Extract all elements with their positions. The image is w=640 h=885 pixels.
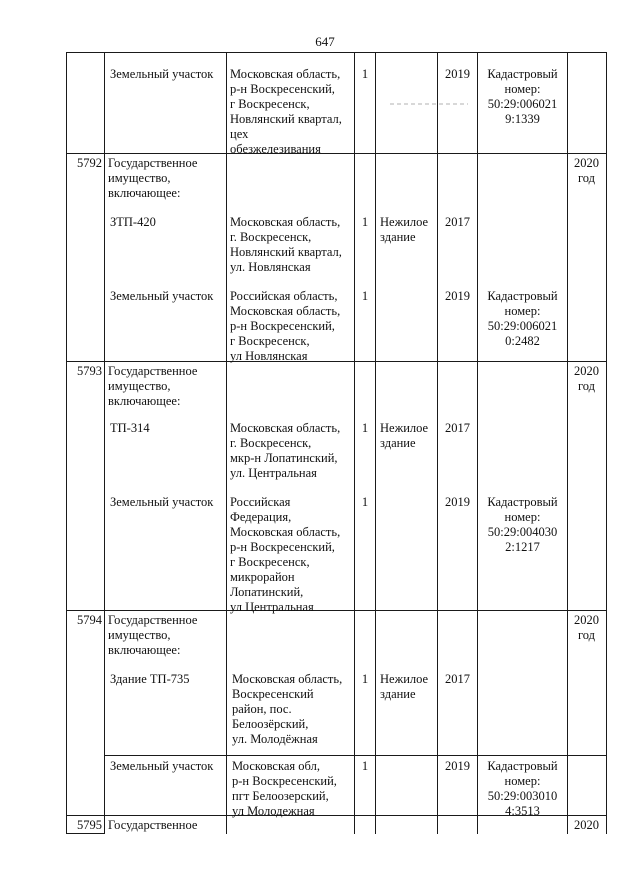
entry-address: Московская область, Воскресенский район, пос. Белоозёрский, ул. Молодёжная bbox=[232, 672, 343, 746]
entry-qty: 1 bbox=[361, 67, 369, 81]
entry-address: Московская область, р-н Воскресенский, г Воскресенск, Новлянский квартал, цех обезжелезивания bbox=[230, 67, 342, 156]
col-border bbox=[354, 52, 355, 834]
entry-qty: 1 bbox=[361, 421, 369, 435]
entry-name: ЗТП-420 bbox=[110, 215, 156, 229]
entry-year: 2019 bbox=[445, 759, 470, 773]
row-year-added: 2020 bbox=[574, 818, 599, 832]
entry-year: 2017 bbox=[445, 215, 470, 229]
col-border bbox=[104, 52, 105, 834]
entry-name: Земельный участок bbox=[110, 289, 214, 303]
page-number: 647 bbox=[315, 34, 335, 49]
entry-note: Кадастровый номер: 50:29:006021 0:2482 bbox=[487, 289, 558, 348]
row-header: Государственное bbox=[108, 818, 198, 832]
entry-type: Нежилое здание bbox=[380, 672, 429, 701]
entry-type: Нежилое здание bbox=[380, 421, 429, 450]
entry-type: Нежилое здание bbox=[380, 215, 429, 244]
entry-qty: 1 bbox=[361, 759, 369, 773]
row-number: 5792 bbox=[77, 156, 102, 170]
table-border-top bbox=[66, 52, 607, 53]
row-header: Государственное имущество, включающее: bbox=[108, 613, 198, 657]
col-border bbox=[375, 52, 376, 834]
entry-year: 2019 bbox=[445, 495, 470, 509]
entry-name: Земельный участок bbox=[110, 495, 214, 509]
entry-qty: 1 bbox=[361, 289, 369, 303]
entry-year: 2017 bbox=[445, 672, 470, 686]
row-number: 5795 bbox=[77, 818, 102, 832]
entry-address: Московская область, г. Воскресенск, мкр-н Лопатинский, ул. Центральная bbox=[230, 421, 341, 480]
entry-address: Московская область, г. Воскресенск, Новлянский квартал, ул. Новлянская bbox=[230, 215, 342, 274]
entry-year: 2019 bbox=[445, 67, 470, 81]
entry-address: Российская Федерация, Московская область, р-н Воскресенский, г Воскресенск, микрорайон Лопатинский, ул Центральная bbox=[230, 495, 341, 614]
entry-address: Московская обл, р-н Воскресенский, пгт Белоозерский, ул Молодежная bbox=[232, 759, 337, 818]
row-header: Государственное имущество, включающее: bbox=[108, 364, 198, 408]
entry-year: 2017 bbox=[445, 421, 470, 435]
entry-address: Российская область, Московская область, р-н Воскресенский, г Воскресенск, ул Новлянская bbox=[230, 289, 341, 363]
subrow-divider bbox=[104, 755, 607, 756]
row-number: 5794 bbox=[77, 613, 102, 627]
row-number: 5793 bbox=[77, 364, 102, 378]
entry-name: Земельный участок bbox=[110, 67, 214, 81]
row-number-box-bottom bbox=[66, 833, 105, 834]
row-year-added: 2020 год bbox=[574, 613, 599, 642]
col-border bbox=[437, 52, 438, 834]
scan-artifact bbox=[390, 103, 468, 105]
row-year-added: 2020 год bbox=[574, 364, 599, 393]
entry-note: Кадастровый номер: 50:29:004030 2:1217 bbox=[487, 495, 558, 554]
entry-qty: 1 bbox=[361, 495, 369, 509]
row-header: Государственное имущество, включающее: bbox=[108, 156, 198, 200]
row-year-added: 2020 год bbox=[574, 156, 599, 185]
entry-year: 2019 bbox=[445, 289, 470, 303]
entry-note: Кадастровый номер: 50:29:006021 9:1339 bbox=[487, 67, 558, 126]
entry-note: Кадастровый номер: 50:29:003010 4:3513 bbox=[487, 759, 558, 818]
col-border bbox=[226, 52, 227, 834]
entry-qty: 1 bbox=[361, 672, 369, 686]
col-border bbox=[477, 52, 478, 834]
col-border-right bbox=[606, 52, 607, 834]
entry-name: Земельный участок bbox=[110, 759, 214, 773]
entry-qty: 1 bbox=[361, 215, 369, 229]
entry-name: ТП-314 bbox=[110, 421, 150, 435]
entry-name: Здание ТП-735 bbox=[110, 672, 190, 686]
